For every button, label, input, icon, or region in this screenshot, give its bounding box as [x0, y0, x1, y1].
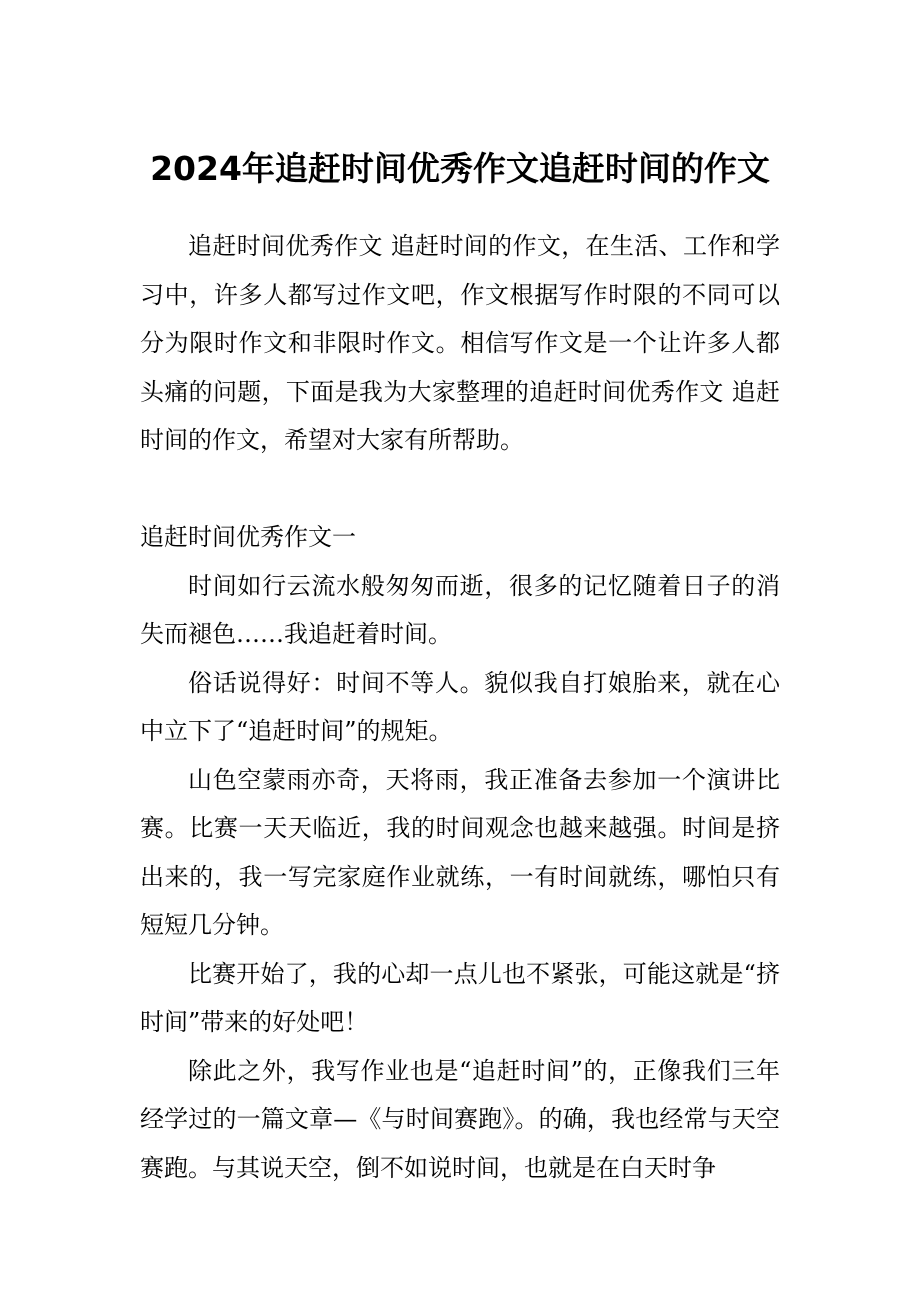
section-heading: 追赶时间优秀作文一 [140, 523, 356, 551]
paragraph-gap [140, 465, 780, 514]
document-body [140, 222, 780, 1192]
document-title: 2024年追赶时间优秀作文追赶时间的作文 [150, 149, 770, 188]
intro-paragraph: 追赶时间优秀作文 追赶时间的作文，在生活、工作和学习中，许多人都写过作文吧，作文根据写作时限的不同可以分为限时作文和非限时作文。相信写作文是一个让许多人都头痛的问题，下面是我为大家整理的追赶时间优秀作文 追赶时间的作文，希望对大家有所帮助。 [140, 232, 780, 454]
body-paragraph-3: 山色空蒙雨亦奇，天将雨，我正准备去参加一个演讲比赛。比赛一天天临近，我的时间观念也越来越强。时间是挤出来的，我一写完家庭作业就练，一有时间就练，哪怕只有短短几分钟。 [140, 765, 780, 939]
body-paragraph-1: 时间如行云流水般匆匆而逝，很多的记忆随着日子的消失而褪色……我追赶着时间。 [140, 571, 780, 648]
body-paragraph-5: 除此之外，我写作业也是“追赶时间”的，正像我们三年经学过的一篇文章—《与时间赛跑》。的确，我也经常与天空赛跑。与其说天空，倒不如说时间，也就是在白天时争 [140, 1056, 780, 1182]
body-paragraph-4: 比赛开始了，我的心却一点儿也不紧张，可能这就是“挤时间”带来的好处吧！ [140, 959, 780, 1036]
body-paragraph-2: 俗话说得好：时间不等人。貌似我自打娘胎来，就在心中立下了“追赶时间”的规矩。 [140, 668, 780, 745]
